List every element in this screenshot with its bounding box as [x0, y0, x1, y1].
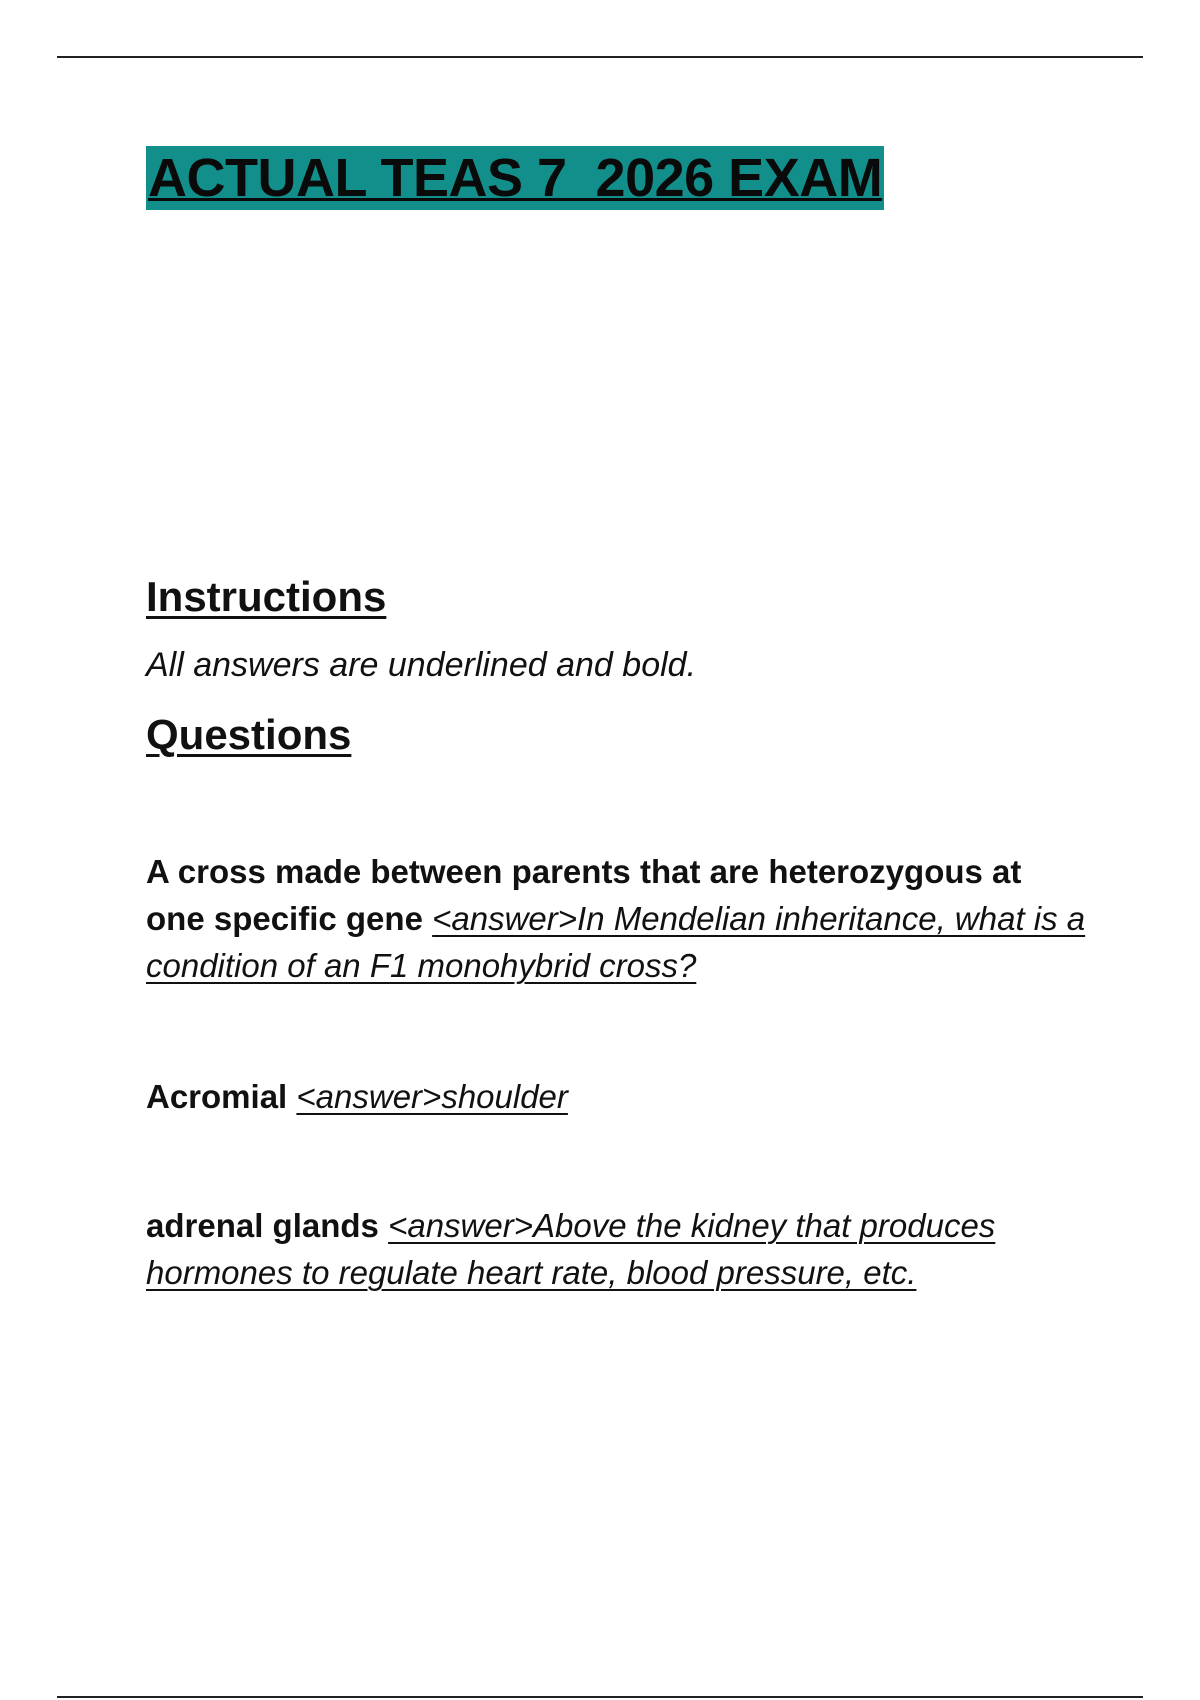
question-answer: <answer>In Mendelian inheritance, what is a condition of an F1 monohybrid cross?	[146, 900, 1086, 984]
instructions-heading: Instructions	[146, 573, 387, 620]
bottom-divider	[57, 1696, 1143, 1698]
document-title: ACTUAL TEAS 7 2026 EXAM	[148, 148, 883, 208]
questions-heading: Questions	[146, 711, 352, 758]
title-block	[146, 146, 884, 210]
question-term: adrenal glands	[146, 1207, 379, 1244]
question-answer: <answer>Above the kidney that produces hormones to regulate heart rate, blood pressure, etc.	[146, 1207, 996, 1291]
question-term: A cross made between parents that are heterozygous at one specific gene	[146, 853, 1022, 937]
question-item	[146, 1073, 1086, 1120]
question-answer: <answer>shoulder	[296, 1078, 568, 1115]
question-term: Acromial	[146, 1078, 288, 1115]
instructions-text: All answers are underlined and bold.	[146, 646, 697, 684]
question-item	[146, 1202, 1086, 1296]
top-divider	[57, 56, 1143, 58]
question-item	[146, 848, 1086, 989]
